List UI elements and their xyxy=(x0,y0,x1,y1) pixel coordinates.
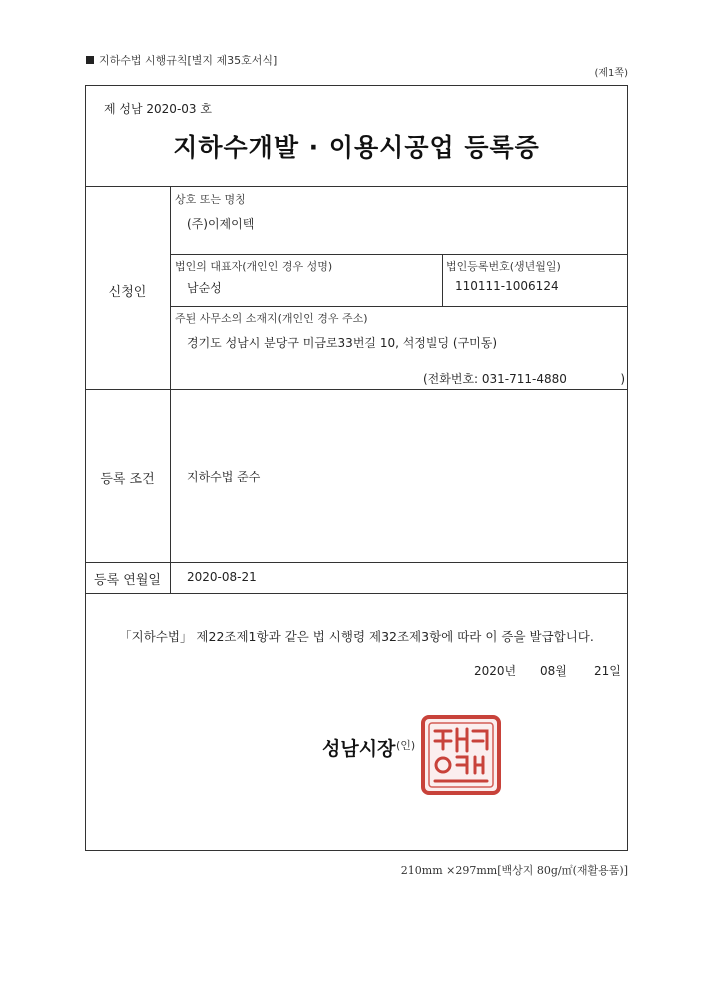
divider xyxy=(85,593,628,594)
issue-year: 2020년 xyxy=(474,664,517,678)
divider xyxy=(85,186,628,187)
page-label: (제1쪽) xyxy=(594,68,628,79)
divider xyxy=(85,389,628,390)
official-seal-graphic xyxy=(421,715,501,795)
address-value: 경기도 성남시 분당구 미금로33번길 10, 석정빌딩 (구미동) xyxy=(187,336,498,350)
official-seal-icon xyxy=(421,715,501,795)
applicant-label: 신청인 xyxy=(108,285,147,300)
conditions-label: 등록 조건 xyxy=(100,472,155,487)
conditions-value: 지하수법 준수 xyxy=(187,470,261,484)
registration-date-value: 2020-08-21 xyxy=(187,570,257,584)
trade-name-value: (주)이제이텍 xyxy=(187,217,255,231)
square-bullet-icon xyxy=(86,56,94,64)
trade-name-label: 상호 또는 명칭 xyxy=(175,193,246,206)
divider xyxy=(170,186,171,593)
divider xyxy=(442,254,443,306)
issuer-name: 성남시장 xyxy=(322,738,396,760)
document-number: 제 성남 2020-03 호 xyxy=(104,102,212,116)
issue-day: 21일 xyxy=(594,664,621,678)
form-reference-text: 지하수법 시행규칙[별지 제35호서식] xyxy=(99,54,278,67)
seal-mark: (인) xyxy=(396,739,416,752)
representative-label: 법인의 대표자(개인인 경우 성명) xyxy=(175,260,333,273)
corp-number-value: 110111-1006124 xyxy=(455,279,559,293)
corp-number-label: 법인등록번호(생년월일) xyxy=(446,260,561,273)
form-reference xyxy=(86,52,277,68)
divider xyxy=(85,562,628,563)
paper-spec: 210mm ×297mm[백상지 80g/㎡(재활용품)] xyxy=(400,864,628,877)
phone-value: (전화번호: 031-711-4880 ) xyxy=(423,372,625,386)
registration-date-label: 등록 연월일 xyxy=(94,573,161,588)
certificate-title: 지하수개발 · 이용시공업 등록증 xyxy=(173,133,540,162)
divider xyxy=(170,254,628,255)
representative-value: 남순성 xyxy=(187,281,222,295)
divider xyxy=(170,306,628,307)
issuance-statement: 「지하수법」 제22조제1항과 같은 법 시행령 제32조제3항에 따라 이 증을 발급합니다. xyxy=(119,629,594,644)
issue-month: 08월 xyxy=(540,664,567,678)
address-label: 주된 사무소의 소재지(개인인 경우 주소) xyxy=(175,312,368,325)
